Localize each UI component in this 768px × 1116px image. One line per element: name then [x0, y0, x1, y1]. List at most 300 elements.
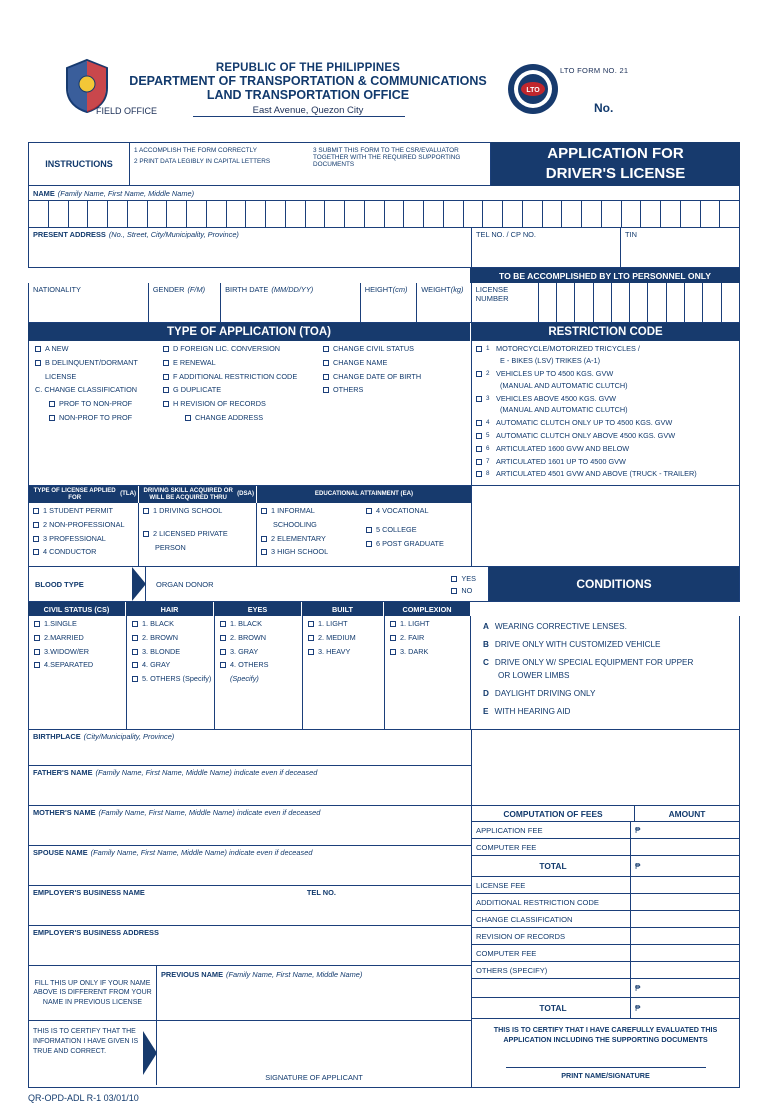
toa-option-change-address[interactable]: CHANGE ADDRESS: [163, 414, 323, 423]
checkbox-icon[interactable]: [132, 649, 138, 655]
restriction-7[interactable]: 7 ARTICULATED 1601 UP TO 4500 GVW: [476, 458, 735, 467]
name-label: NAME: [33, 188, 55, 198]
birthdate-input[interactable]: [221, 296, 360, 322]
serial-no-label: No.: [594, 101, 614, 115]
civil-status-header: CIVIL STATUS (CS): [28, 602, 126, 616]
name-cell[interactable]: [325, 201, 345, 227]
form-footer: QR-OPD-ADL R-1 03/01/10: [28, 1093, 139, 1104]
name-cell[interactable]: [69, 201, 89, 227]
organ-donor-label: ORGAN DONOR: [156, 579, 214, 589]
birthdate-label: BIRTH DATE (MM/DD/YY): [225, 285, 314, 294]
employer-address-input[interactable]: [29, 937, 471, 965]
license-number-cells[interactable]: [539, 283, 739, 322]
name-cell[interactable]: [365, 201, 385, 227]
name-cell[interactable]: [148, 201, 168, 227]
hair-others[interactable]: 5. OTHERS (Specify): [132, 675, 214, 684]
father-name-field[interactable]: [29, 766, 471, 805]
hair-gray[interactable]: 4. GRAY: [132, 661, 214, 670]
fee-amount[interactable]: [631, 911, 739, 927]
checkbox-icon[interactable]: [390, 621, 396, 627]
checkbox-icon[interactable]: [476, 459, 482, 465]
ea-elementary[interactable]: 2 ELEMENTARY: [261, 535, 366, 544]
ea-college[interactable]: 5 COLLEGE: [366, 526, 471, 535]
ea-high-school[interactable]: 3 HIGH SCHOOL: [261, 548, 366, 557]
checkbox-icon[interactable]: [163, 374, 169, 380]
tin-field[interactable]: [621, 228, 739, 267]
checkbox-icon[interactable]: [33, 549, 39, 555]
toa-option-f[interactable]: F ADDITIONAL RESTRICTION CODE: [163, 373, 323, 382]
name-cell[interactable]: [306, 201, 326, 227]
evaluator-signature-line[interactable]: [506, 1067, 706, 1068]
checkbox-icon[interactable]: [163, 360, 169, 366]
application-title-line2: DRIVER'S LICENSE: [545, 165, 686, 182]
field-office-label: FIELD OFFICE: [96, 106, 158, 116]
checkbox-icon[interactable]: [323, 360, 329, 366]
fee-name: TOTAL: [472, 998, 631, 1018]
fee-amount[interactable]: [631, 928, 739, 944]
fee-row[interactable]: [472, 927, 739, 944]
father-name-label: FATHER'S NAME (Family Name, First Name, Middle Name) indicate even if deceased: [33, 768, 318, 777]
checkbox-icon[interactable]: [476, 396, 482, 402]
blood-type-label: BLOOD TYPE: [35, 579, 84, 589]
republic-line: REPUBLIC OF THE PHILIPPINES: [215, 62, 401, 74]
fees-amount-label: AMOUNT: [668, 808, 706, 819]
spouse-name-label: SPOUSE NAME (Family Name, First Name, Middle Name) indicate even if deceased: [33, 848, 313, 857]
license-cell[interactable]: [722, 283, 739, 322]
fee-total-row: [472, 855, 739, 876]
restriction-8[interactable]: 8 ARTICULATED 4501 GVW AND ABOVE (TRUCK - TRAILER): [476, 470, 735, 479]
fee-name: REVISION OF RECORDS: [472, 928, 631, 944]
name-cell[interactable]: [286, 201, 306, 227]
form-sheet: [28, 56, 740, 1103]
fee-row[interactable]: [472, 978, 739, 997]
checkbox-icon[interactable]: [33, 508, 39, 514]
birthplace-input[interactable]: [29, 741, 471, 765]
name-cell[interactable]: [701, 201, 721, 227]
checkbox-icon[interactable]: [476, 446, 482, 452]
license-cell[interactable]: [539, 283, 557, 322]
checkbox-icon[interactable]: [132, 621, 138, 627]
gender-input[interactable]: [149, 296, 220, 322]
instructions-list: [129, 142, 491, 186]
built-options: [303, 616, 385, 729]
toa-option-nonprof-to-prof[interactable]: NON-PROF TO PROF: [35, 414, 163, 423]
fee-amount[interactable]: ₱: [635, 825, 641, 835]
name-cell[interactable]: [720, 201, 739, 227]
ea-vocational[interactable]: 4 VOCATIONAL: [366, 507, 471, 516]
weight-input[interactable]: [417, 296, 470, 322]
toa-option-h[interactable]: H REVISION OF RECORDS: [163, 400, 323, 409]
checkbox-icon[interactable]: [476, 471, 482, 477]
certify-row: [29, 1021, 471, 1085]
tla-student-permit[interactable]: 1 STUDENT PERMIT: [33, 507, 138, 516]
checkbox-icon[interactable]: [261, 508, 267, 514]
checkbox-icon[interactable]: [308, 635, 314, 641]
checkbox-icon[interactable]: [132, 635, 138, 641]
checkbox-icon[interactable]: [35, 360, 41, 366]
eyes-header: EYES: [214, 602, 302, 616]
restriction-4[interactable]: 4 AUTOMATIC CLUTCH ONLY UP TO 4500 KGS. GVW: [476, 419, 735, 428]
tla-body: [29, 503, 471, 566]
father-name-input[interactable]: [29, 777, 471, 805]
header-right: [560, 56, 740, 115]
previous-name-note: FILL THIS UP ONLY IF YOUR NAME ABOVE IS DIFFERENT FROM YOUR NAME IN PREVIOUS LICENSE: [29, 966, 157, 1020]
dsa-driving-school[interactable]: 1 DRIVING SCHOOL: [143, 507, 256, 516]
blood-type-field[interactable]: [29, 567, 146, 601]
complexion-header: COMPLEXION: [402, 604, 452, 614]
tel-input[interactable]: [472, 241, 620, 267]
checkbox-icon[interactable]: [220, 649, 226, 655]
height-label: HEIGHT (cm): [364, 285, 408, 294]
mother-name-field[interactable]: [29, 806, 471, 846]
checkbox-icon[interactable]: [49, 401, 55, 407]
checkbox-icon[interactable]: [390, 649, 396, 655]
name-cell[interactable]: [266, 201, 286, 227]
built-light[interactable]: 1. LIGHT: [308, 620, 384, 629]
name-cell[interactable]: [88, 201, 108, 227]
toa-option-b[interactable]: B DELINQUENT/DORMANT: [35, 359, 163, 368]
fee-amount[interactable]: [631, 945, 739, 961]
checkbox-icon[interactable]: [34, 621, 40, 627]
fee-amount[interactable]: ₱: [635, 1003, 641, 1013]
fee-name: CHANGE CLASSIFICATION: [472, 911, 631, 927]
toa-option-prof-to-nonprof[interactable]: PROF TO NON-PROF: [35, 400, 163, 409]
checkbox-icon[interactable]: [163, 401, 169, 407]
eyes-gray[interactable]: 3. GRAY: [220, 648, 302, 657]
fee-row[interactable]: [472, 893, 739, 910]
restriction-3[interactable]: 3 VEHICLES ABOVE 4500 KGS. GVW: [476, 395, 735, 404]
name-cell[interactable]: [503, 201, 523, 227]
mother-name-input[interactable]: [29, 817, 471, 845]
complexion-light[interactable]: 1. LIGHT: [390, 620, 470, 629]
license-cell[interactable]: [630, 283, 648, 322]
name-cell[interactable]: [385, 201, 405, 227]
birthplace-field[interactable]: [29, 730, 471, 766]
checkbox-icon[interactable]: [34, 662, 40, 668]
ea-informal[interactable]: 1 INFORMAL: [261, 507, 366, 516]
print-name-caption: PRINT NAME/SIGNATURE: [561, 1071, 650, 1081]
name-cell[interactable]: [543, 201, 563, 227]
license-cell[interactable]: [685, 283, 703, 322]
spouse-name-input[interactable]: [29, 857, 471, 885]
ea-header: EDUCATIONAL ATTAINMENT (EA): [314, 490, 414, 498]
birthdate-field[interactable]: [221, 283, 361, 322]
hair-options: [127, 616, 215, 729]
civil-separated[interactable]: 4.SEPARATED: [34, 661, 126, 670]
name-cell[interactable]: [483, 201, 503, 227]
fee-amount[interactable]: ₱: [635, 861, 641, 871]
tin-label: TIN: [625, 230, 637, 239]
mother-fees-row: [28, 806, 740, 1088]
fee-amount[interactable]: [631, 839, 739, 855]
toa-option-d[interactable]: D FOREIGN LIC. CONVERSION: [163, 345, 323, 354]
built-header: BUILT: [302, 602, 384, 616]
nationality-input[interactable]: [29, 296, 148, 322]
license-number-field[interactable]: [472, 283, 740, 322]
fee-row[interactable]: [472, 944, 739, 961]
employer-address-field[interactable]: [29, 926, 471, 966]
ea-informal-sub: SCHOOLING: [273, 519, 317, 529]
name-character-cells[interactable]: [28, 201, 740, 228]
toa-column-1: [29, 345, 163, 428]
fees-col-label: COMPUTATION OF FEES: [472, 806, 635, 821]
license-cell[interactable]: [703, 283, 721, 322]
toa-option-a[interactable]: A NEW: [35, 345, 163, 354]
tla-non-professional[interactable]: 2 NON-PROFESSIONAL: [33, 521, 138, 530]
hair-blonde[interactable]: 3. BLONDE: [132, 648, 214, 657]
ea-column-1: [261, 507, 366, 562]
checkbox-icon[interactable]: [220, 662, 226, 668]
fee-amount[interactable]: ₱: [635, 983, 641, 993]
name-cell[interactable]: [661, 201, 681, 227]
built-medium[interactable]: 2. MEDIUM: [308, 634, 384, 643]
nationality-field[interactable]: [29, 283, 149, 322]
checkbox-icon[interactable]: [163, 387, 169, 393]
signature-caption: SIGNATURE OF APPLICANT: [265, 1073, 363, 1082]
fee-amount[interactable]: [631, 877, 739, 893]
name-cell[interactable]: [424, 201, 444, 227]
checkbox-icon[interactable]: [261, 536, 267, 542]
hair-brown[interactable]: 2. BROWN: [132, 634, 214, 643]
present-address-field[interactable]: [29, 228, 472, 267]
checkbox-icon[interactable]: [323, 374, 329, 380]
previous-name-field[interactable]: [157, 966, 471, 1020]
address-row: [28, 228, 740, 268]
name-cell[interactable]: [128, 201, 148, 227]
fee-row[interactable]: [472, 961, 739, 978]
checkbox-icon[interactable]: [35, 346, 41, 352]
eyes-options: [215, 616, 303, 729]
form-number: LTO FORM NO. 21: [560, 66, 629, 75]
restriction-6[interactable]: 6 ARTICULATED 1600 GVW AND BELOW: [476, 445, 735, 454]
left-fields-mid: [29, 806, 472, 1087]
instruction-item: 2 PRINT DATA LEGIBLY IN CAPITAL LETTERS: [134, 158, 271, 165]
license-cell[interactable]: [612, 283, 630, 322]
civil-status-options: [29, 616, 127, 729]
hair-black[interactable]: 1. BLACK: [132, 620, 214, 629]
civil-widow[interactable]: 3.WIDOW/ER: [34, 648, 126, 657]
name-label-row: [28, 186, 740, 201]
height-field[interactable]: [361, 283, 417, 322]
fee-row[interactable]: [472, 838, 739, 855]
restriction-2[interactable]: 2 VEHICLES UP TO 4500 KGS. GVW: [476, 370, 735, 379]
condition-c-sub: OR LOWER LIMBS: [498, 671, 570, 680]
ea-options: [257, 503, 471, 566]
conditions-spacer: [472, 730, 739, 805]
restriction-codes: [472, 341, 739, 485]
fee-name: ADDITIONAL RESTRICTION CODE: [472, 894, 631, 910]
license-cell[interactable]: [575, 283, 593, 322]
name-cell[interactable]: [681, 201, 701, 227]
dsa-licensed-private[interactable]: 2 LICENSED PRIVATE: [143, 530, 256, 539]
present-address-label: PRESENT ADDRESS: [33, 230, 106, 239]
license-cell[interactable]: [594, 283, 612, 322]
checkbox-icon[interactable]: [476, 371, 482, 377]
toa-option-e[interactable]: E RENEWAL: [163, 359, 323, 368]
fee-amount[interactable]: [631, 894, 739, 910]
toa-option-change-name[interactable]: CHANGE NAME: [323, 359, 471, 368]
checkbox-icon[interactable]: [366, 508, 372, 514]
weight-field[interactable]: [417, 283, 471, 322]
hair-header: HAIR: [126, 602, 214, 616]
lto-logo-icon: [506, 62, 560, 116]
toa-options: [29, 341, 472, 485]
spouse-name-field[interactable]: [29, 846, 471, 886]
name-cell[interactable]: [562, 201, 582, 227]
signature-area[interactable]: [157, 1021, 471, 1085]
checkbox-icon[interactable]: [308, 649, 314, 655]
toa-option-g[interactable]: G DUPLICATE: [163, 386, 323, 395]
fee-name: APPLICATION FEE: [472, 822, 631, 838]
name-cell[interactable]: [582, 201, 602, 227]
built-heavy[interactable]: 3. HEAVY: [308, 648, 384, 657]
demographics-row: [28, 283, 740, 323]
name-cell[interactable]: [167, 201, 187, 227]
tel-field[interactable]: [472, 228, 621, 267]
employer-name-input[interactable]: [29, 897, 471, 925]
tla-header: TYPE OF LICENSE APPLIED FOR (TLA): [29, 486, 139, 503]
eyes-black[interactable]: 1. BLACK: [220, 620, 302, 629]
condition-c: C DRIVE ONLY W/ SPECIAL EQUIPMENT FOR UPPER: [483, 658, 694, 667]
checkbox-icon[interactable]: [261, 549, 267, 555]
checkbox-icon[interactable]: [220, 635, 226, 641]
fee-row[interactable]: [472, 876, 739, 893]
dsa-options: [139, 503, 257, 566]
personal-traits-row: [28, 616, 740, 730]
license-cell[interactable]: [557, 283, 575, 322]
checkbox-icon[interactable]: [451, 588, 457, 594]
checkbox-icon[interactable]: [185, 415, 191, 421]
complexion-dark[interactable]: 3. DARK: [390, 648, 470, 657]
checkbox-icon[interactable]: [143, 531, 149, 537]
name-cell[interactable]: [523, 201, 543, 227]
tin-input[interactable]: [621, 241, 739, 267]
restriction-2-sub: (MANUAL AND AUTOMATIC CLUTCH): [500, 380, 628, 390]
name-cell[interactable]: [345, 201, 365, 227]
license-cell[interactable]: [648, 283, 666, 322]
checkbox-icon[interactable]: [308, 621, 314, 627]
restriction-5[interactable]: 5 AUTOMATIC CLUTCH ONLY ABOVE 4500 KGS. GVW: [476, 432, 735, 441]
field-office-line[interactable]: [193, 116, 405, 117]
checkbox-icon[interactable]: [163, 346, 169, 352]
eyes-others[interactable]: 4. OTHERS: [220, 661, 302, 670]
complexion-fair[interactable]: 2. FAIR: [390, 634, 470, 643]
checkbox-icon[interactable]: [451, 576, 457, 582]
toa-column-3: [323, 345, 471, 428]
name-cell[interactable]: [641, 201, 661, 227]
checkbox-icon[interactable]: [476, 433, 482, 439]
application-title: [491, 142, 740, 186]
previous-name-label: PREVIOUS NAME (Family Name, First Name, Middle Name): [161, 970, 363, 979]
ea-post-graduate[interactable]: 6 POST GRADUATE: [366, 540, 471, 549]
name-cell[interactable]: [444, 201, 464, 227]
present-address-hint: (No., Street, City/Municipality, Province): [108, 230, 239, 239]
toa-option-change-dob[interactable]: CHANGE DATE OF BIRTH: [323, 373, 471, 382]
license-cell[interactable]: [667, 283, 685, 322]
name-cell[interactable]: [622, 201, 642, 227]
tla-conductor[interactable]: 4 CONDUCTOR: [33, 548, 138, 557]
checkbox-icon[interactable]: [323, 387, 329, 393]
checkbox-icon[interactable]: [366, 527, 372, 533]
checkbox-icon[interactable]: [143, 508, 149, 514]
header-titles: [110, 56, 506, 116]
employer-name-field[interactable]: [29, 886, 471, 926]
fee-name: COMPUTER FEE: [472, 839, 631, 855]
name-cell[interactable]: [108, 201, 128, 227]
checkbox-icon[interactable]: [34, 649, 40, 655]
checkbox-icon[interactable]: [33, 536, 39, 542]
name-cell[interactable]: [207, 201, 227, 227]
name-cell[interactable]: [404, 201, 424, 227]
checkbox-icon[interactable]: [220, 621, 226, 627]
toa-option-others[interactable]: OTHERS: [323, 386, 471, 395]
gender-label: GENDER (F/M): [152, 285, 206, 294]
checkbox-icon[interactable]: [366, 541, 372, 547]
evaluator-note-1: THIS IS TO CERTIFY THAT I HAVE CAREFULLY EVALUATED THIS: [493, 1025, 718, 1034]
condition-d: D DAYLIGHT DRIVING ONLY: [483, 689, 596, 698]
name-cell[interactable]: [29, 201, 49, 227]
application-title-line1: APPLICATION FOR: [547, 144, 684, 162]
checkbox-icon[interactable]: [34, 635, 40, 641]
fee-row[interactable]: [472, 910, 739, 927]
checkbox-icon[interactable]: [49, 415, 55, 421]
eyes-specify: (Specify): [230, 674, 259, 683]
fee-total-row: [472, 997, 739, 1019]
organ-donor-field: [146, 567, 489, 601]
office-line: LAND TRANSPORTATION OFFICE: [206, 88, 410, 102]
name-cell[interactable]: [246, 201, 266, 227]
checkbox-icon[interactable]: [132, 662, 138, 668]
name-cell[interactable]: [187, 201, 207, 227]
tla-professional[interactable]: 3 PROFESSIONAL: [33, 535, 138, 544]
conditions-title: CONDITIONS: [489, 567, 739, 601]
document-header: [28, 56, 740, 128]
checkbox-icon[interactable]: [476, 420, 482, 426]
name-cell[interactable]: [49, 201, 69, 227]
fee-row[interactable]: [472, 821, 739, 838]
checkbox-icon[interactable]: [33, 522, 39, 528]
toa-option-change-civil-status[interactable]: CHANGE CIVIL STATUS: [323, 345, 471, 354]
checkbox-icon[interactable]: [390, 635, 396, 641]
complexion-options: [385, 616, 471, 729]
toa-title: TYPE OF APPLICATION (TOA): [28, 323, 470, 341]
fees-header: [472, 806, 739, 821]
restriction-1[interactable]: 1 MOTORCYCLE/MOTORIZED TRICYCLES /: [476, 345, 735, 354]
eyes-brown[interactable]: 2. BROWN: [220, 634, 302, 643]
svg-text:LTO: LTO: [526, 87, 540, 94]
restriction-1-sub: E - BIKES (LSV) TRIKES (A-1): [500, 355, 601, 365]
restriction-3-sub: (MANUAL AND AUTOMATIC CLUTCH): [500, 405, 628, 415]
tla-headers: [29, 486, 471, 503]
name-cell[interactable]: [602, 201, 622, 227]
tel-label: TEL NO. / CP NO.: [476, 230, 536, 239]
dsa-header: DRIVING SKILL ACQUIRED OR WILL BE ACQUIRED THRU (DSA): [139, 486, 257, 503]
civil-married[interactable]: 2.MARRIED: [34, 634, 126, 643]
checkbox-icon[interactable]: [132, 676, 138, 682]
height-input[interactable]: [361, 296, 416, 322]
present-address-input[interactable]: [29, 241, 471, 267]
civil-single[interactable]: 1.SINGLE: [34, 620, 126, 629]
fee-amount[interactable]: [631, 962, 739, 978]
checkbox-icon[interactable]: [323, 346, 329, 352]
gender-field[interactable]: [149, 283, 221, 322]
condition-a: A WEARING CORRECTIVE LENSES.: [483, 622, 627, 631]
checkbox-icon[interactable]: [476, 346, 482, 352]
name-cell[interactable]: [227, 201, 247, 227]
dsa-licensed-private-sub: PERSON: [155, 542, 186, 552]
name-cell[interactable]: [464, 201, 484, 227]
organ-donor-choices[interactable]: YES NO: [451, 574, 488, 595]
